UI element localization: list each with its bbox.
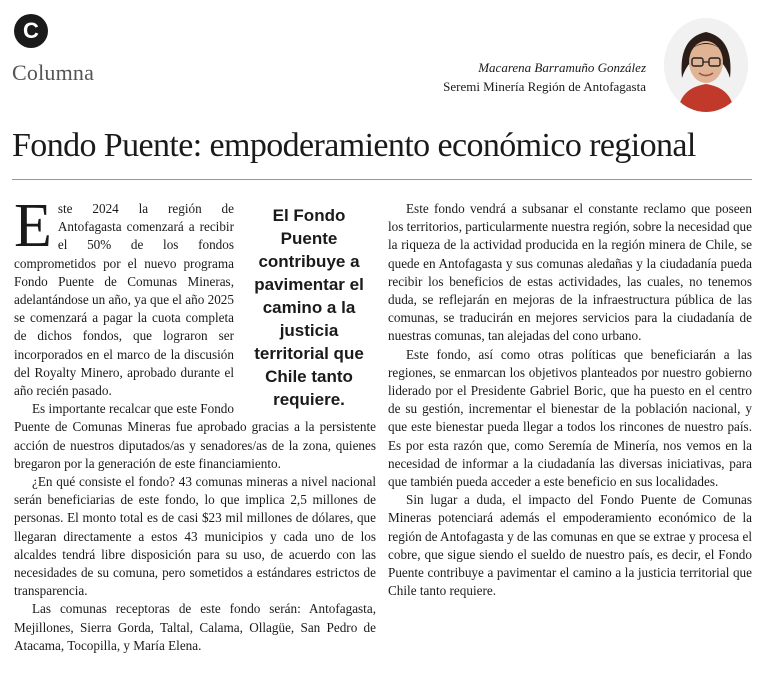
paragraph: Este 2024 la región de Antofagasta comenzará a recibir el 50% de los fondos comprometidos por el nuevo programa Fondo Puente de Comunas Mineras, adelantándose un año, ya que el año 2025 se comenzará a pagar la cuota completa de dichos fondos, que lograron ser incorporados en el marco de la discusión del Royalty Minero, aprobado durante el año recién pasado. [14,192,234,399]
article-column-1 [14,192,376,655]
paragraph: Las comunas receptoras de este fondo serán: Antofagasta, Mejillones, Sierra Gorda, Taltal, Calama, Ollagüe, San Pedro de Atacama, Tocopilla, y María Elena. [14,601,376,653]
author-photo [664,18,748,112]
author-role: Seremi Minería Región de Antofagasta [443,79,646,94]
section-label: Columna [12,60,95,85]
article-title: Fondo Puente: empoderamiento económico regional [12,127,696,164]
column-logo: C [14,14,48,48]
author-name: Macarena Barramuño González [478,60,646,75]
paragraph: Este fondo, así como otras políticas que beneficiarán a las regiones, se enmarcan los objetivos planteados por nuestro gobierno liderado por el Presidente Gabriel Boric, que ha puesto en el centro de su gestión, incrementar el bienestar de la población nacional, y que este bienestar pueda llegar a todos los rincones de nuestro país. Es por esta razón que, como Seremía de Minería, nos vemos en la necesidad de informar a la ciudadanía las diversas iniciativas, para que también pueda acceder a este beneficio en sus localidades. [388,346,752,490]
paragraph: Este fondo vendrá a subsanar el constante reclamo que poseen los territorios, particularmente nuestra región, sobre la necesidad que la riqueza de la actividad producida en la región minera de Chile, se quede en Antofagasta y sus comunas aledañas y la ciudadanía pueda recibir los beneficios de estas actividades, las cuales, no tenemos duda, se reflejarán en mejoras de la infraestructura pública de las comunas, se traducirán en mejores servicios para la ciudadanía de nuestras comunas, tan alejadas del cono urbano. [388,201,752,344]
article-column-2 [388,200,752,600]
drop-cap: E [14,192,52,260]
paragraph: ¿En qué consiste el fondo? 43 comunas mineras a nivel nacional serán beneficiarias de este fondo, lo que implica 2,5 millones de personas. El monto total es de casi $23 mil millones de dólares, que llegaran directamente a estos 43 municipios y cada uno de los alcaldes tendrá libre disposición para su uso, de acuerdo con las necesidades de su comuna, pero sometidos a estándares estrictos de transparencia. [14,474,376,599]
paragraph: Es importante recalcar que este Fondo Puente de Comunas Mineras fue aprobado gracias a la persistente acción de nuestros diputados/as y senadores/as de la zona, quienes bregaron por la generación de este financiamiento. [14,401,376,471]
pull-quote: El Fondo Puente contribuye a pavimentar el camino a la justicia territorial que Chile tanto requiere. [254,206,364,409]
title-divider [12,179,752,180]
author-byline [443,58,646,96]
paragraph: Sin lugar a duda, el impacto del Fondo Puente de Comunas Mineras potenciará además el empoderamiento económico de la región de Antofagasta y de las comunas en que se extrae y procesa el cobre, que sigue siendo el sueldo de nuestro país, es decir, el Fondo Puente contribuye a pavimentar el camino a la justicia territorial que Chile tanto requiere. [388,492,752,599]
